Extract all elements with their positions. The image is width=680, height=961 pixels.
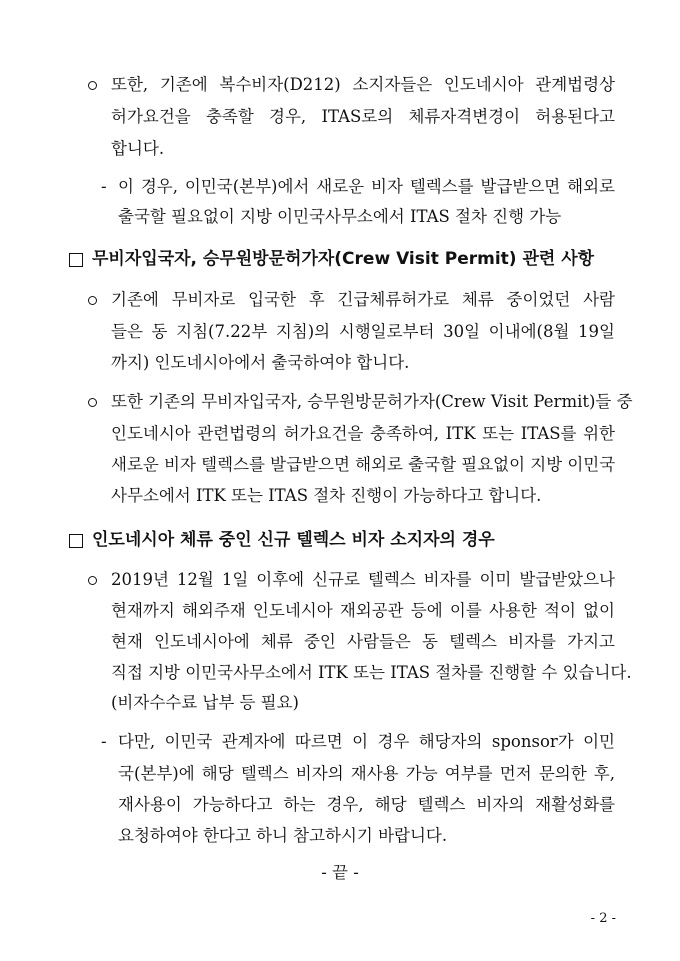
paragraph-line: 합니다. xyxy=(111,139,165,158)
dash-bullet: - xyxy=(101,177,107,196)
paragraph-line: 사무소에서 ITK 또는 ITAS 절차 진행이 가능하다고 합니다. xyxy=(111,486,542,505)
checkbox-square-icon xyxy=(69,534,83,548)
paragraph-line: 출국할 필요없이 지방 이민국사무소에서 ITAS 절차 진행 가능 xyxy=(118,207,562,226)
page-number: - 2 - xyxy=(590,911,616,926)
paragraph-line: (비자수수료 납부 등 필요) xyxy=(111,693,299,712)
paragraph-line: 요청하여야 한다고 하니 참고하시기 바랍니다. xyxy=(118,826,448,845)
section-heading: 인도네시아 체류 중인 신규 텔렉스 비자 소지자의 경우 xyxy=(92,530,495,550)
paragraph-line: 다만, 이민국 관계자에 따르면 이 경우 해당자의 sponsor가 이민 xyxy=(118,732,615,751)
paragraph-line: 이 경우, 이민국(본부)에서 새로운 비자 텔렉스를 발급받으면 해외로 xyxy=(118,177,615,196)
paragraph-line: 기존에 무비자로 입국한 후 긴급체류허가로 체류 중이었던 사람 xyxy=(111,290,615,309)
paragraph-line: 인도네시아 관련법령의 허가요건을 충족하여, ITK 또는 ITAS를 위한 xyxy=(111,424,615,443)
paragraph-line: 직접 지방 이민국사무소에서 ITK 또는 ITAS 절차를 진행할 수 있습니다. xyxy=(111,663,632,682)
paragraph-line: 까지) 인도네시아에서 출국하여야 합니다. xyxy=(111,353,410,372)
paragraph-line: 현재 인도네시아에 체류 중인 사람들은 동 텔렉스 비자를 가지고 xyxy=(111,632,615,651)
paragraph-line: 새로운 비자 텔렉스를 발급받으면 해외로 출국할 필요없이 지방 이민국 xyxy=(111,455,616,474)
paragraph-line: 또한 기존의 무비자입국자, 승무원방문허가자(Crew Visit Permit)들 중 xyxy=(111,392,633,411)
paragraph-line: 2019년 12월 1일 이후에 신규로 텔렉스 비자를 이미 발급받았으나 xyxy=(111,570,615,589)
section-heading: 무비자입국자, 승무원방문허가자(Crew Visit Permit) 관련 사항 xyxy=(92,249,595,269)
dash-bullet: - xyxy=(101,732,107,751)
paragraph-line: 또한, 기존에 복수비자(D212) 소지자들은 인도네시아 관계법령상 xyxy=(111,75,615,94)
paragraph-line: 국(본부)에 해당 텔렉스 비자의 재사용 가능 여부를 먼저 문의한 후, xyxy=(118,764,615,783)
circle-bullet-icon xyxy=(88,296,97,305)
circle-bullet-icon xyxy=(88,576,97,585)
paragraph-line: 들은 동 지침(7.22부 지침)의 시행일로부터 30일 이내에(8월 19일 xyxy=(111,322,615,341)
end-mark: - 끝 - xyxy=(321,863,359,882)
paragraph-line: 허가요건을 충족할 경우, ITAS로의 체류자격변경이 허용된다고 xyxy=(111,107,615,126)
circle-bullet-icon xyxy=(88,81,97,90)
checkbox-square-icon xyxy=(69,253,83,267)
paragraph-line: 현재까지 해외주재 인도네시아 재외공관 등에 이를 사용한 적이 없이 xyxy=(111,601,615,620)
paragraph-line: 재사용이 가능하다고 하는 경우, 해당 텔렉스 비자의 재활성화를 xyxy=(118,795,615,814)
circle-bullet-icon xyxy=(88,398,97,407)
